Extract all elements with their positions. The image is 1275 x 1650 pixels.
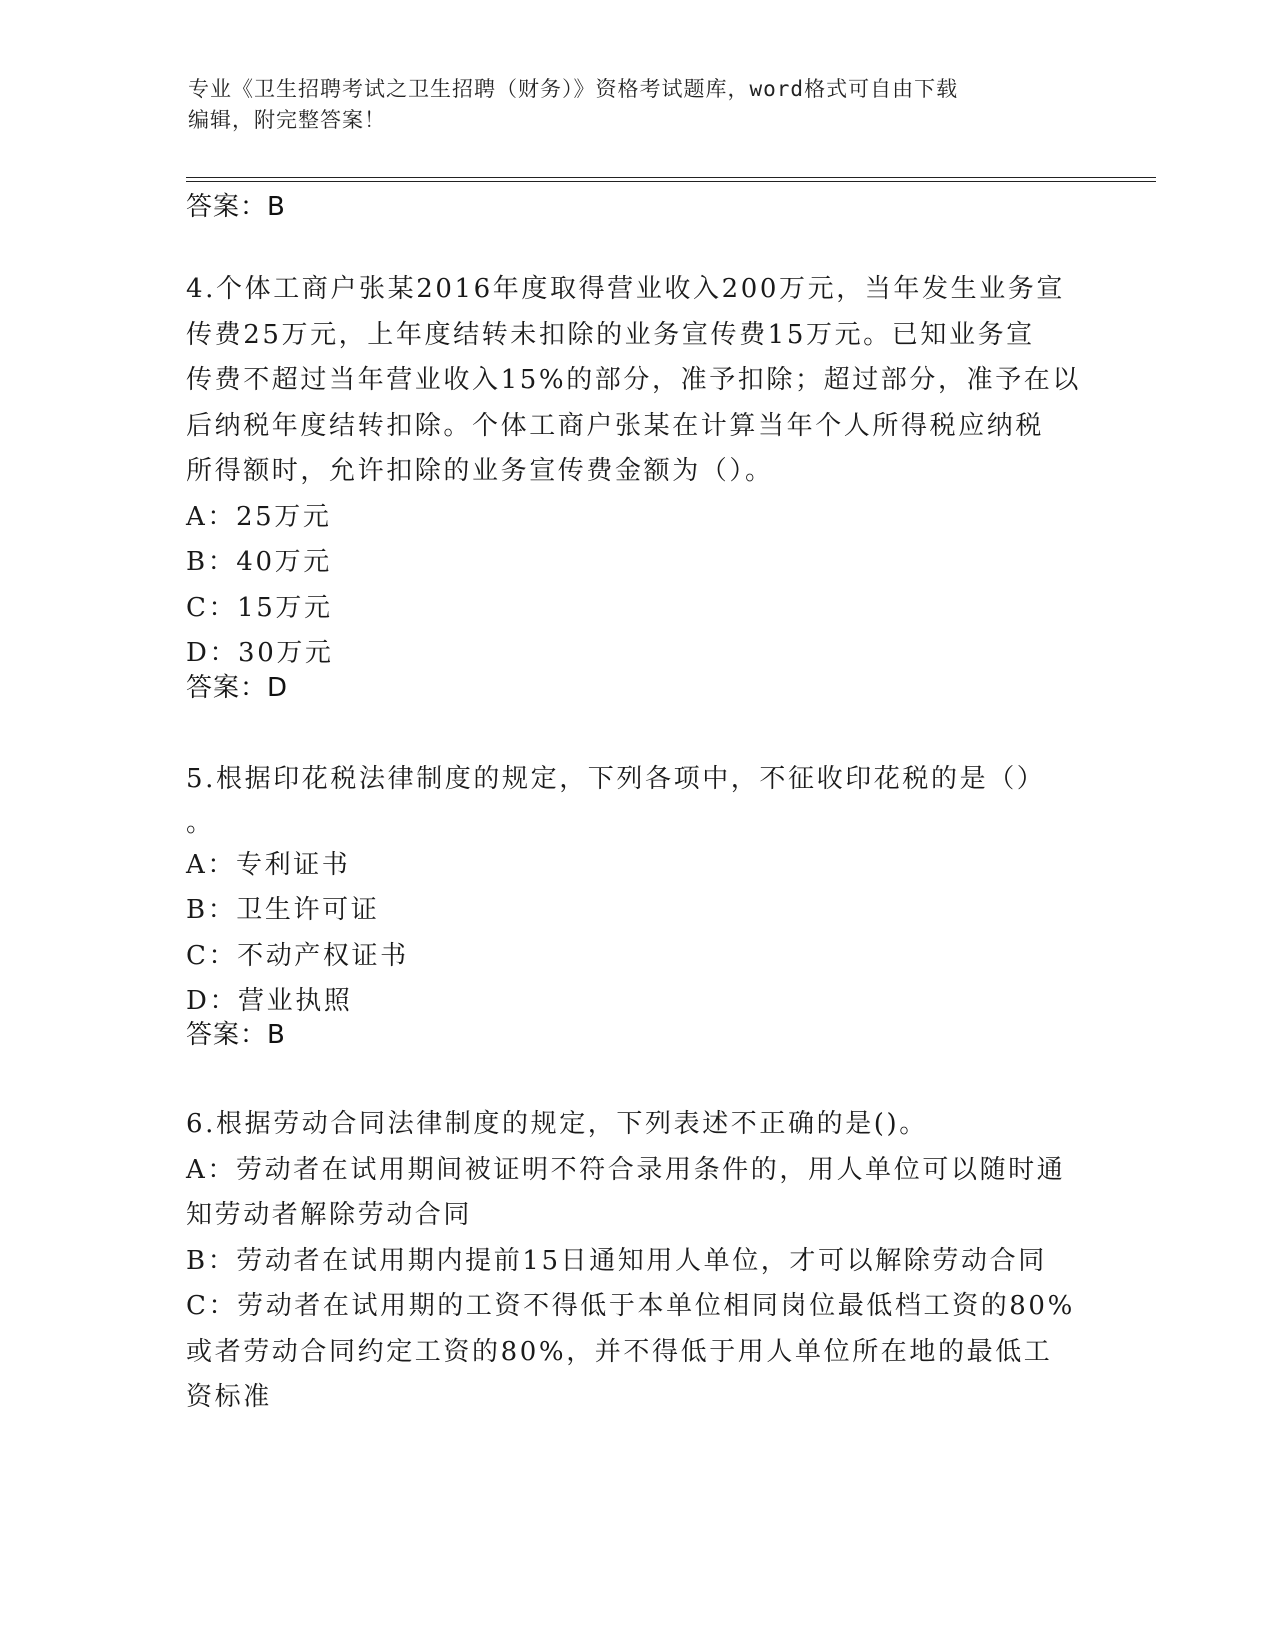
question-text-line: 6.根据劳动合同法律制度的规定，下列表述不正确的是()。 xyxy=(186,1109,928,1139)
option-b: B：劳动者在试用期内提前15日通知用人单位，才可以解除劳动合同 xyxy=(186,1245,1047,1276)
question-6 xyxy=(186,1102,1086,1421)
question-text-line: 传费25万元，上年度结转未扣除的业务宣传费15万元。已知业务宣 xyxy=(186,319,1035,350)
question-text-line: 5.根据印花税法律制度的规定，下列各项中，不征收印花税的是（） xyxy=(186,764,1046,794)
question-text-line: 后纳税年度结转扣除。个体工商户张某在计算当年个人所得税应纳税 xyxy=(186,410,1045,441)
option-d: D：30万元 xyxy=(186,638,334,668)
answer-previous-question: 答案：B xyxy=(186,192,286,222)
option-d: D：营业执照 xyxy=(186,986,353,1016)
question-4 xyxy=(186,267,1086,677)
option-b: B：40万元 xyxy=(186,547,332,577)
question-text-line: 。 xyxy=(186,807,215,838)
page-header xyxy=(188,74,1068,136)
option-a: A：专利证书 xyxy=(186,849,351,880)
option-a-continued: 知劳动者解除劳动合同 xyxy=(186,1200,473,1230)
question-text-line: 4.个体工商户张某2016年度取得营业收入200万元，当年发生业务宣 xyxy=(186,274,1066,304)
answer-question-4: 答案：D xyxy=(186,673,289,703)
question-text-line: 所得额时，允许扣除的业务宣传费金额为（）。 xyxy=(186,456,774,486)
question-5 xyxy=(186,757,1086,1025)
answer-question-5: 答案：B xyxy=(186,1020,286,1050)
question-text-line: 传费不超过当年营业收入15%的部分，准予扣除；超过部分，准予在以 xyxy=(186,365,1081,395)
header-line-1: 专业《卫生招聘考试之卫生招聘（财务）》资格考试题库，word格式可自由下载 xyxy=(188,77,959,101)
option-c: C：不动产权证书 xyxy=(186,940,409,971)
option-a: A：劳动者在试用期间被证明不符合录用条件的，用人单位可以随时通 xyxy=(186,1154,1066,1185)
header-line-2: 编辑，附完整答案！ xyxy=(188,108,386,132)
header-divider xyxy=(186,177,1156,182)
option-c-continued: 或者劳动合同约定工资的80%，并不得低于用人单位所在地的最低工 xyxy=(186,1336,1053,1367)
option-a: A：25万元 xyxy=(186,501,332,532)
option-b: B：卫生许可证 xyxy=(186,895,380,925)
option-c-continued: 资标准 xyxy=(186,1382,272,1412)
option-c: C：劳动者在试用期的工资不得低于本单位相同岗位最低档工资的80% xyxy=(186,1291,1075,1321)
option-c: C：15万元 xyxy=(186,592,333,623)
